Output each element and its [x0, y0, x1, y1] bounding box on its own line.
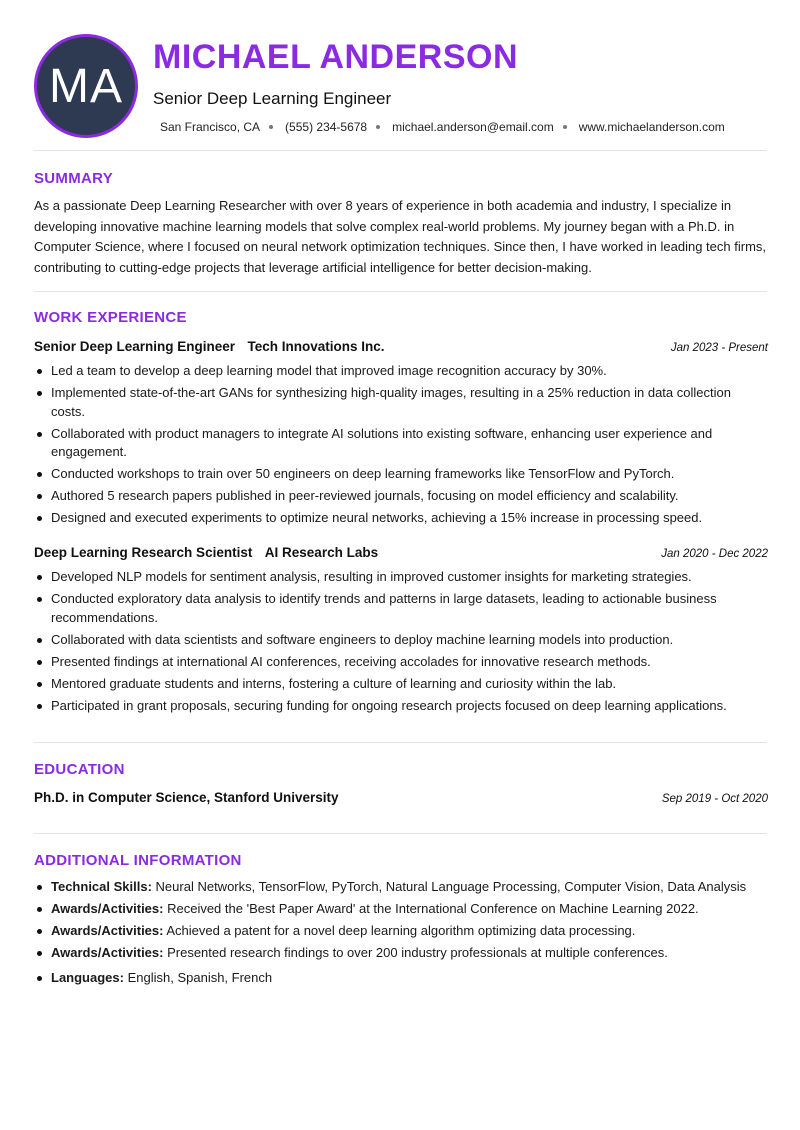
list-item	[34, 922, 768, 941]
additional-heading: ADDITIONAL INFORMATION	[34, 852, 242, 869]
education-entry	[34, 790, 768, 805]
list-item: Mentored graduate students and interns, fostering a culture of learning and curiosity within the lab.	[34, 675, 768, 694]
list-item: Led a team to develop a deep learning model that improved image recognition accuracy by 30%.	[34, 362, 768, 381]
contact-separator	[563, 125, 567, 129]
list-item: Authored 5 research papers published in peer-reviewed journals, focusing on model efficiency and scalability.	[34, 487, 768, 506]
list-item	[34, 944, 768, 963]
job-date: Jan 2023 - Present	[670, 342, 768, 354]
item-label: Technical Skills:	[51, 879, 152, 894]
item-label: Awards/Activities:	[51, 945, 164, 961]
list-item: Conducted exploratory data analysis to identify trends and patterns in large datasets, leading to actionable business recommendations.	[34, 590, 768, 627]
item-text: Presented research findings to over 200 industry professionals at multiple conferences.	[167, 945, 668, 961]
list-item	[34, 969, 768, 988]
job-title: Senior Deep Learning Engineer	[34, 339, 236, 354]
avatar	[34, 34, 138, 138]
list-item: Presented findings at international AI conferences, receiving accolades for innovative research methods.	[34, 653, 768, 672]
item-label: Languages:	[51, 969, 124, 985]
list-item: Participated in grant proposals, securing funding for ongoing research projects focused on deep learning applications.	[34, 697, 768, 716]
item-label: Awards/Activities:	[51, 901, 164, 917]
education-degree: Ph.D. in Computer Science, Stanford University	[34, 790, 339, 805]
contact-website[interactable]: www.michaelanderson.com	[578, 120, 725, 134]
divider	[34, 833, 767, 834]
candidate-role: Senior Deep Learning Engineer	[153, 89, 392, 108]
list-item: Collaborated with product managers to integrate AI solutions into existing software, enhancing user experience and engagement.	[34, 425, 768, 462]
item-text: English, Spanish, French	[127, 969, 273, 985]
contact-phone: (555) 234-5678	[285, 120, 368, 134]
list-item: Conducted workshops to train over 50 engineers on deep learning frameworks like TensorFlow and PyTorch.	[34, 465, 768, 484]
job-company: AI Research Labs	[264, 545, 379, 560]
divider	[34, 150, 767, 151]
list-item	[34, 878, 768, 897]
job-bullets	[34, 362, 768, 532]
list-item	[34, 900, 768, 919]
contact-separator	[269, 125, 273, 129]
list-item: Developed NLP models for sentiment analysis, resulting in improved customer insights for marketing strategies.	[34, 568, 768, 587]
divider	[34, 742, 767, 743]
list-item: Collaborated with data scientists and software engineers to deploy machine learning models into production.	[34, 631, 768, 650]
list-item: Designed and executed experiments to optimize neural networks, achieving a 15% increase in processing speed.	[34, 509, 768, 528]
summary-text: As a passionate Deep Learning Researcher with over 8 years of experience in both academia and industry, I specialize in developing innovative machine learning models that solve complex real-world problems. My journey began with a Ph.D. in Computer Science, where I focused on neural network optimization techniques. Since then, I have worked in leading tech firms, contributing to cutting-edge projects that leverage artificial intelligence for better decision-making.	[34, 198, 767, 275]
job-bullets	[34, 568, 768, 719]
job-date: Jan 2020 - Dec 2022	[661, 548, 768, 560]
contact-separator	[376, 125, 380, 129]
list-item: Implemented state-of-the-art GANs for synthesizing high-quality images, resulting in a 25% reduction in data collection costs.	[34, 384, 768, 421]
divider	[34, 291, 767, 292]
job-company: Tech Innovations Inc.	[247, 339, 385, 354]
contact-line	[160, 120, 725, 134]
job-title: Deep Learning Research Scientist	[34, 545, 253, 560]
experience-heading: WORK EXPERIENCE	[34, 309, 187, 326]
item-text: Neural Networks, TensorFlow, PyTorch, Natural Language Processing, Computer Vision, Data Analysis	[155, 879, 747, 894]
education-date: Sep 2019 - Oct 2020	[661, 793, 768, 805]
candidate-name: MICHAEL ANDERSON	[153, 38, 519, 76]
additional-list	[34, 878, 768, 991]
job-header	[34, 338, 768, 356]
contact-email[interactable]: michael.anderson@email.com	[392, 120, 554, 134]
avatar-initials: MA	[49, 59, 123, 113]
summary-heading: SUMMARY	[34, 170, 114, 187]
education-heading: EDUCATION	[34, 761, 125, 778]
contact-location: San Francisco, CA	[160, 120, 261, 134]
item-label: Awards/Activities:	[51, 923, 164, 939]
item-text: Received the 'Best Paper Award' at the International Conference on Machine Learning 2022.	[167, 901, 699, 917]
job-header	[34, 544, 768, 562]
item-text: Achieved a patent for a novel deep learning algorithm optimizing data processing.	[166, 923, 636, 939]
